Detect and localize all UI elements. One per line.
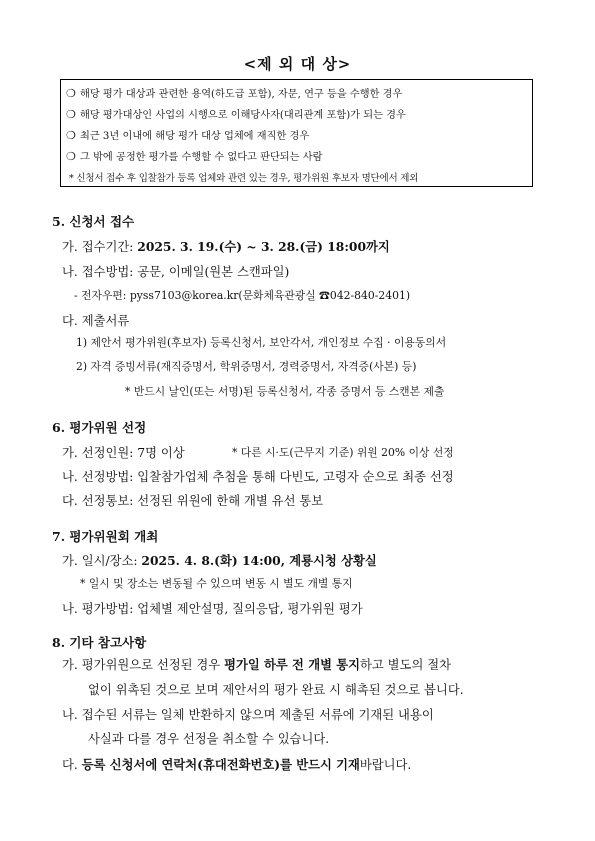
s5-period-value: 2025. 3. 19.(수) ~ 3. 28.(금) 18:00까지 bbox=[137, 239, 390, 254]
s8-item-a-line2: 없이 위촉된 것으로 보며 제안서의 평가 완료 시 해촉된 것으로 봅니다. bbox=[88, 683, 464, 697]
s7-note: * 일시 및 장소는 변동될 수 있으며 변동 시 별도 개별 통지 bbox=[80, 577, 353, 590]
exclusion-item: ❍ 해당 평가대상인 사업의 시행으로 이해당사자(대리관계 포함)가 되는 경우 bbox=[66, 108, 406, 121]
s6-count-note: * 다른 시·도(근무지 기준) 위원 20% 이상 선정 bbox=[232, 446, 454, 459]
exclusion-note: * 신청서 접수 후 입찰참가 등록 업체와 관련 있는 경우, 평가위원 후보자 명단에서 제외 bbox=[69, 173, 419, 184]
s7-date: 가. 일시/장소: 2025. 4. 8.(화) 14:00, 계룡시청 상황실 bbox=[62, 553, 377, 568]
circle-bullet-icon: ❍ bbox=[66, 150, 76, 163]
s8-item-c-emphasis: 등록 신청서에 연락처(휴대전화번호)를 반드시 기재 bbox=[81, 757, 360, 772]
s8-item-b-line2: 사실과 다를 경우 선정을 취소할 수 있습니다. bbox=[88, 732, 330, 746]
s5-doc-2: 2) 자격 증빙서류(재직증명서, 학위증명서, 경력증명서, 자격증(사본) 등) bbox=[76, 360, 417, 373]
section-7-heading: 7. 평가위원회 개최 bbox=[52, 529, 159, 544]
exclusion-box bbox=[60, 79, 533, 187]
section-5-heading: 5. 신청서 접수 bbox=[52, 214, 135, 229]
exclusion-item: ❍ 최근 3년 이내에 해당 평가 대상 업체에 재직한 경우 bbox=[66, 129, 310, 142]
s6-method: 나. 선정방법: 입찰참가업체 추첨을 통해 다빈도, 고령자 순으로 최종 선정 bbox=[62, 470, 454, 484]
s5-email: - 전자우편: pyss7103@korea.kr(문화체육관광실 ☎042-840-2401) bbox=[74, 289, 411, 302]
circle-bullet-icon: ❍ bbox=[66, 129, 76, 142]
page-title: <제 외 대 상> bbox=[243, 55, 352, 73]
s5-note: * 반드시 날인(또는 서명)된 등록신청서, 각종 증명서 등 스캔본 제출 bbox=[125, 385, 445, 398]
s8-item-a-emphasis: 평가일 하루 전 개별 통지 bbox=[224, 657, 361, 672]
s8-item-b: 나. 접수된 서류는 일체 반환하지 않으며 제출된 서류에 기재된 내용이 bbox=[62, 708, 434, 722]
s8-item-c: 다. 등록 신청서에 연락처(휴대전화번호)를 반드시 기재바랍니다. bbox=[62, 757, 412, 772]
s5-period: 가. 접수기간: 2025. 3. 19.(수) ~ 3. 28.(금) 18:00까지 bbox=[62, 239, 390, 254]
s6-count: 가. 선정인원: 7명 이상 bbox=[62, 446, 185, 460]
circle-bullet-icon: ❍ bbox=[66, 87, 76, 100]
s7-date-value: 2025. 4. 8.(화) 14:00, 계룡시청 상황실 bbox=[141, 553, 377, 568]
circle-bullet-icon: ❍ bbox=[66, 108, 76, 121]
s6-notify: 다. 선정통보: 선정된 위원에 한해 개별 유선 통보 bbox=[62, 494, 324, 508]
s5-doc-1: 1) 제안서 평가위원(후보자) 등록신청서, 보안각서, 개인정보 수집 · 이용동의서 bbox=[76, 336, 447, 349]
s8-item-a: 가. 평가위원으로 선정된 경우 평가일 하루 전 개별 통지하고 별도의 절차 bbox=[62, 657, 451, 672]
s7-method: 나. 평가방법: 업체별 제안설명, 질의응답, 평가위원 평가 bbox=[62, 602, 363, 616]
exclusion-item: ❍ 그 밖에 공정한 평가를 수행할 수 없다고 판단되는 사람 bbox=[66, 150, 323, 163]
section-8-heading: 8. 기타 참고사항 bbox=[52, 635, 147, 650]
s5-method: 나. 접수방법: 공문, 이메일(원본 스캔파일) bbox=[62, 265, 290, 279]
exclusion-item: ❍ 해당 평가 대상과 관련한 용역(하도급 포함), 자문, 연구 등을 수행한 경우 bbox=[66, 87, 403, 100]
section-6-heading: 6. 평가위원 선정 bbox=[52, 420, 147, 435]
s5-docs-label: 다. 제출서류 bbox=[62, 314, 130, 328]
